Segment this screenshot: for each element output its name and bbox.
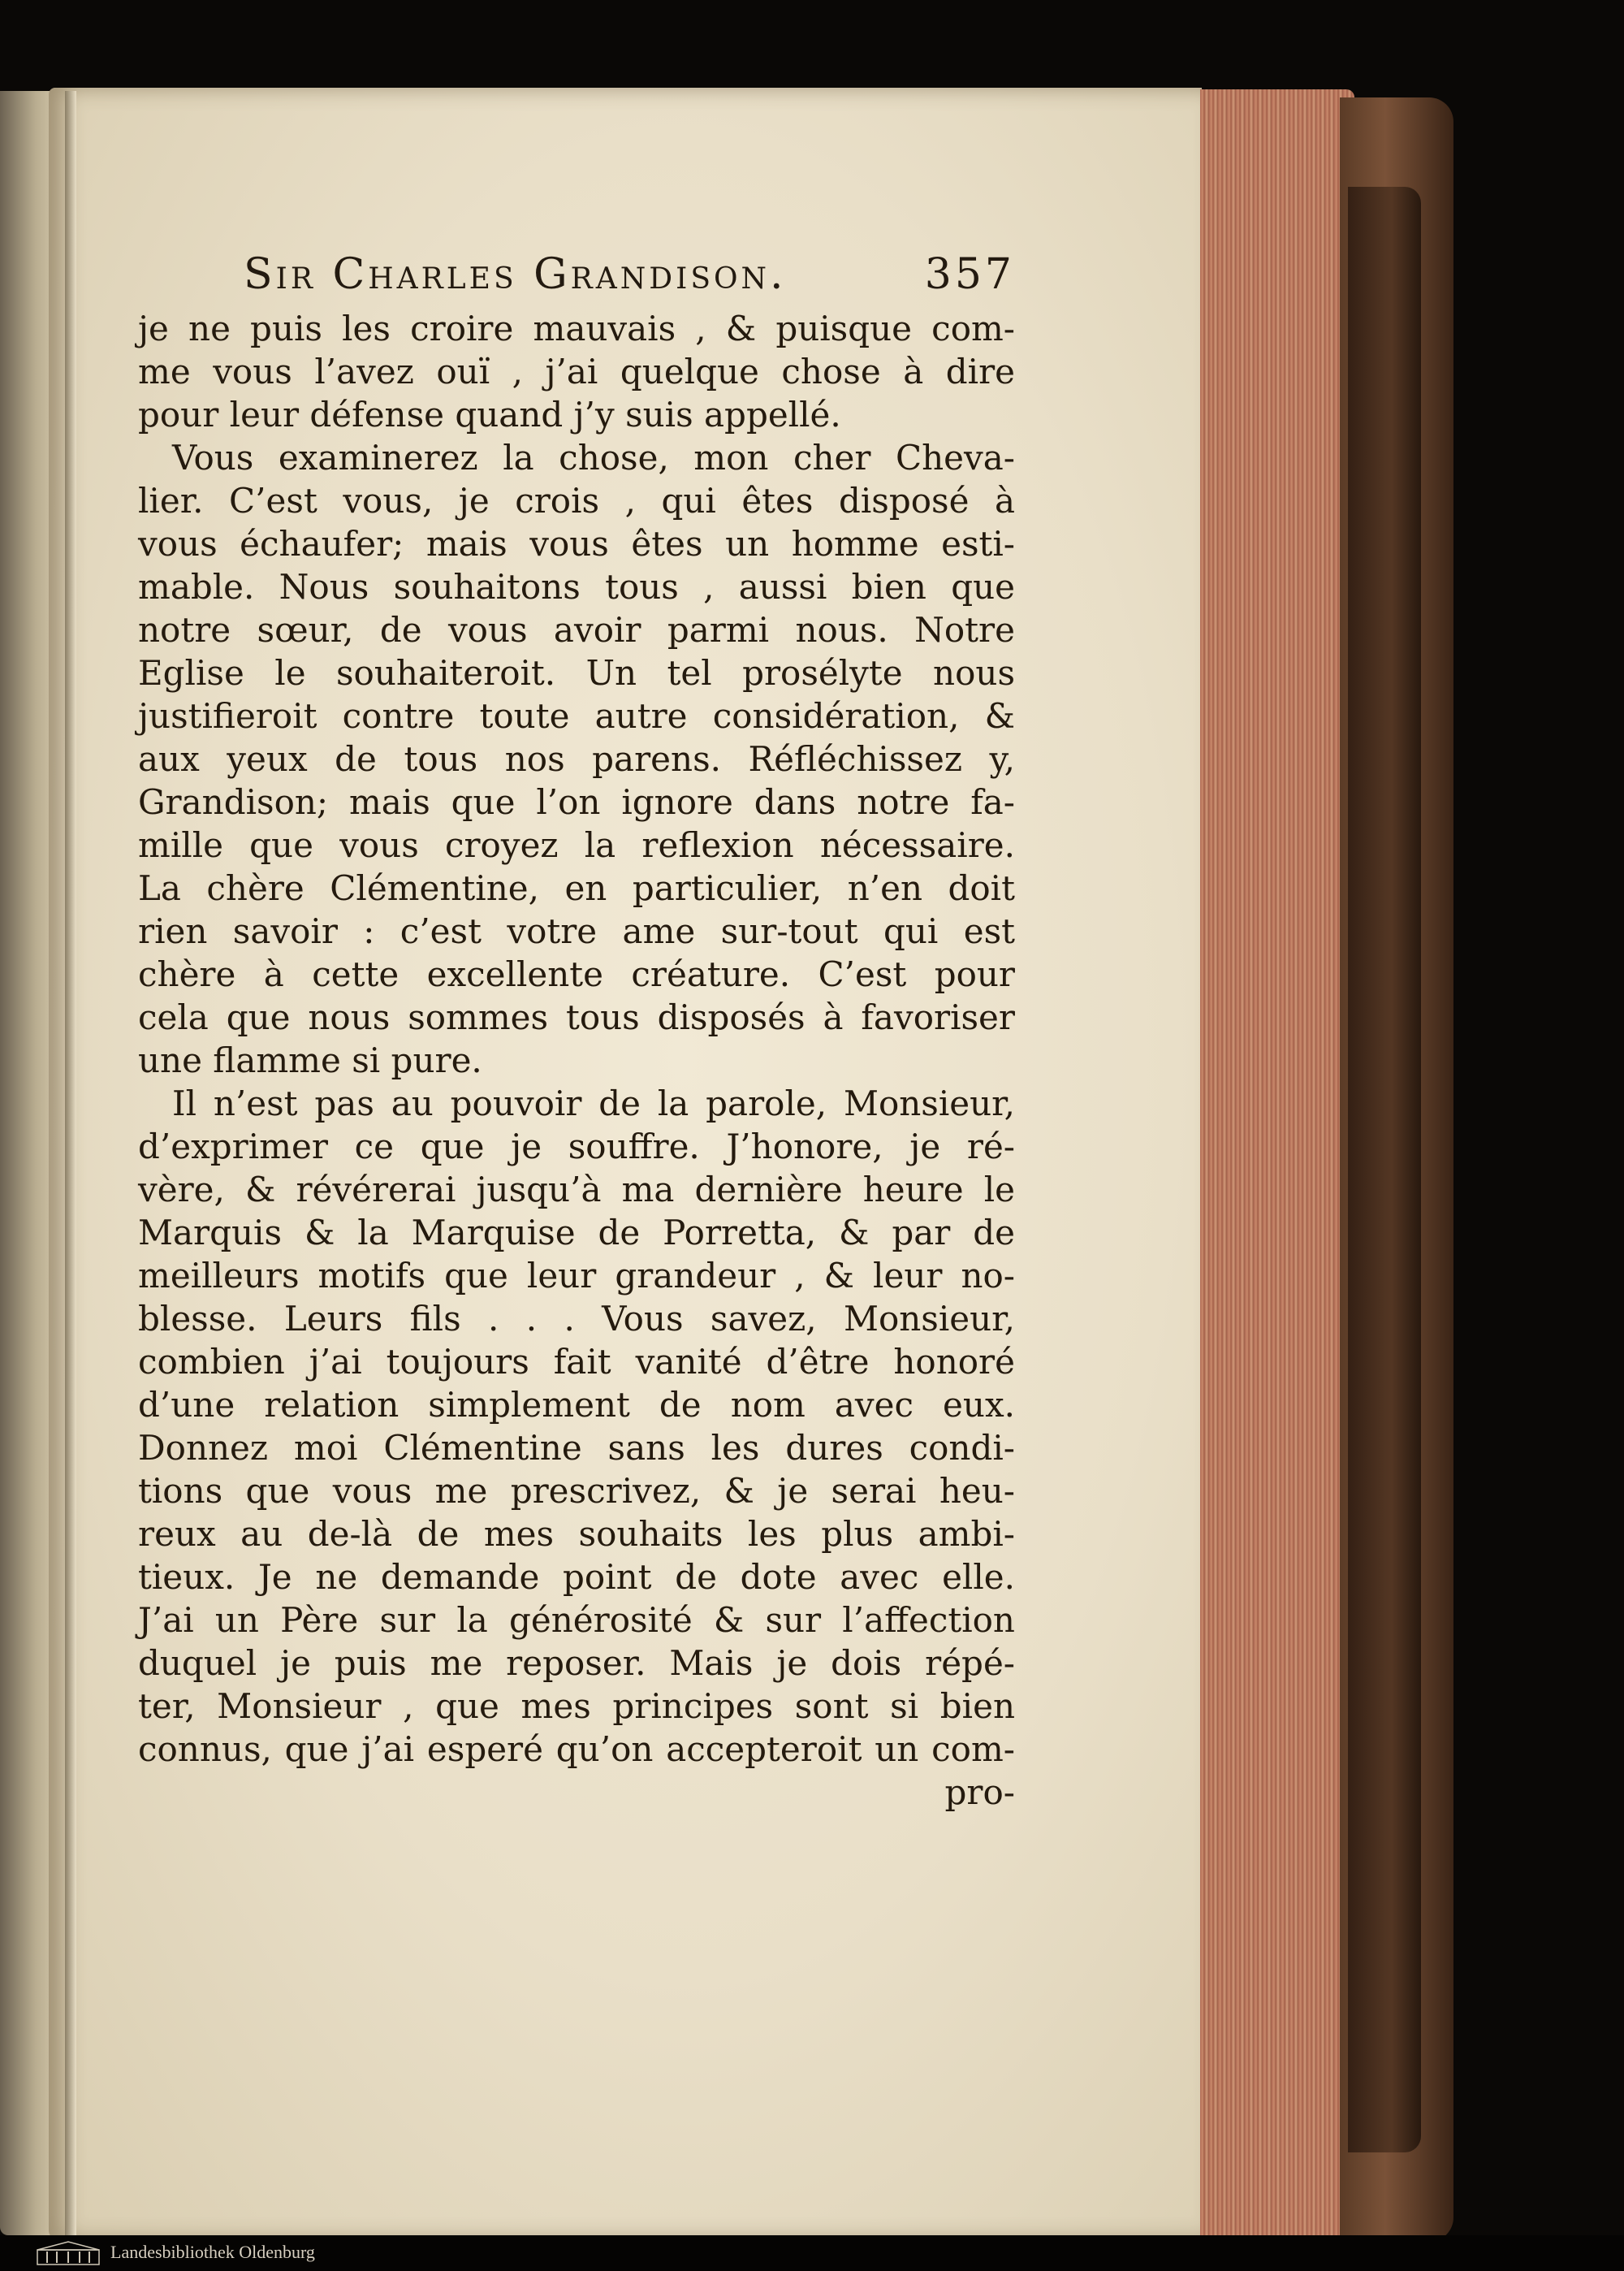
text-line: tions que vous me prescrivez, & je serai heu- (138, 1471, 1015, 1511)
text-line: chère à cette excellente créature. C’est pour (138, 954, 1015, 994)
text-line: mable. Nous souhaitons tous , aussi bien que (138, 567, 1015, 607)
text-line: La chère Clémentine, en particulier, n’en doit (138, 868, 1015, 908)
catchword: pro- (944, 1772, 1015, 1812)
text-line: notre sœur, de vous avoir parmi nous. Notre (138, 610, 1015, 650)
page-fore-edge (1200, 89, 1354, 2242)
text-line: vous échaufer; mais vous êtes un homme esti- (138, 524, 1015, 564)
text-line: mille que vous croyez la reflexion nécessaire. (138, 825, 1015, 865)
text-line: tieux. Je ne demande point de dote avec elle. (138, 1557, 1015, 1597)
text-line: me vous l’avez ouï , j’ai quelque chose à dire (138, 352, 1015, 391)
text-line: Vous examinerez la chose, mon cher Cheva- (172, 438, 1015, 478)
text-line: J’ai un Père sur la générosité & sur l’affection (138, 1600, 1015, 1640)
text-line: Il n’est pas au pouvoir de la parole, Monsieur, (172, 1084, 1015, 1123)
text-line: duquel je puis me reposer. Mais je dois répé- (138, 1643, 1015, 1683)
text-line: aux yeux de tous nos parens. Réfléchissez y, (138, 739, 1015, 779)
cover-shadow (1348, 187, 1421, 2152)
text-line: Grandison; mais que l’on ignore dans notre fa- (138, 782, 1015, 822)
text-line: reux au de-là de mes souhaits les plus ambi- (138, 1514, 1015, 1554)
page-gutter (65, 91, 76, 2235)
text-line: d’une relation simplement de nom avec eux. (138, 1385, 1015, 1425)
text-line: cela que nous sommes tous disposés à favoriser (138, 997, 1015, 1037)
text-line: meilleurs motifs que leur grandeur , & leur no- (138, 1256, 1015, 1296)
text-line: connus, que j’ai esperé qu’on accepteroit un com- (138, 1729, 1015, 1769)
text-line: vère, & révérerai jusqu’à ma dernière heure le (138, 1170, 1015, 1209)
library-name: Landesbibliothek Oldenburg (110, 2242, 315, 2262)
running-title: Sir Charles Grandison. (244, 250, 787, 299)
text-line: blesse. Leurs fils . . . Vous savez, Monsieur, (138, 1299, 1015, 1339)
text-line: rien savoir : c’est votre ame sur-tout qui est (138, 911, 1015, 951)
text-line: Marquis & la Marquise de Porretta, & par de (138, 1213, 1015, 1252)
text-line: ter, Monsieur , que mes principes sont si bien (138, 1686, 1015, 1726)
text-line: justifieroit contre toute autre considération, & (138, 696, 1015, 736)
page-header (244, 244, 1015, 307)
text-line: combien j’ai toujours fait vanité d’être honoré (138, 1342, 1015, 1382)
library-building-icon (36, 2240, 101, 2266)
footer-bar (0, 2235, 1624, 2271)
text-line: je ne puis les croire mauvais , & puisque com- (138, 309, 1015, 348)
text-line: pour leur défense quand j’y suis appellé. (138, 395, 841, 435)
text-line: d’exprimer ce que je souffre. J’honore, je ré- (138, 1127, 1015, 1166)
text-line: lier. C’est vous, je crois , qui êtes disposé à (138, 481, 1015, 521)
text-line: Eglise le souhaiteroit. Un tel prosélyte nous (138, 653, 1015, 693)
page-number: 357 (924, 250, 1015, 299)
text-line: Donnez moi Clémentine sans les dures condi- (138, 1428, 1015, 1468)
body-text (138, 307, 1015, 1814)
text-line: une flamme si pure. (138, 1040, 482, 1080)
